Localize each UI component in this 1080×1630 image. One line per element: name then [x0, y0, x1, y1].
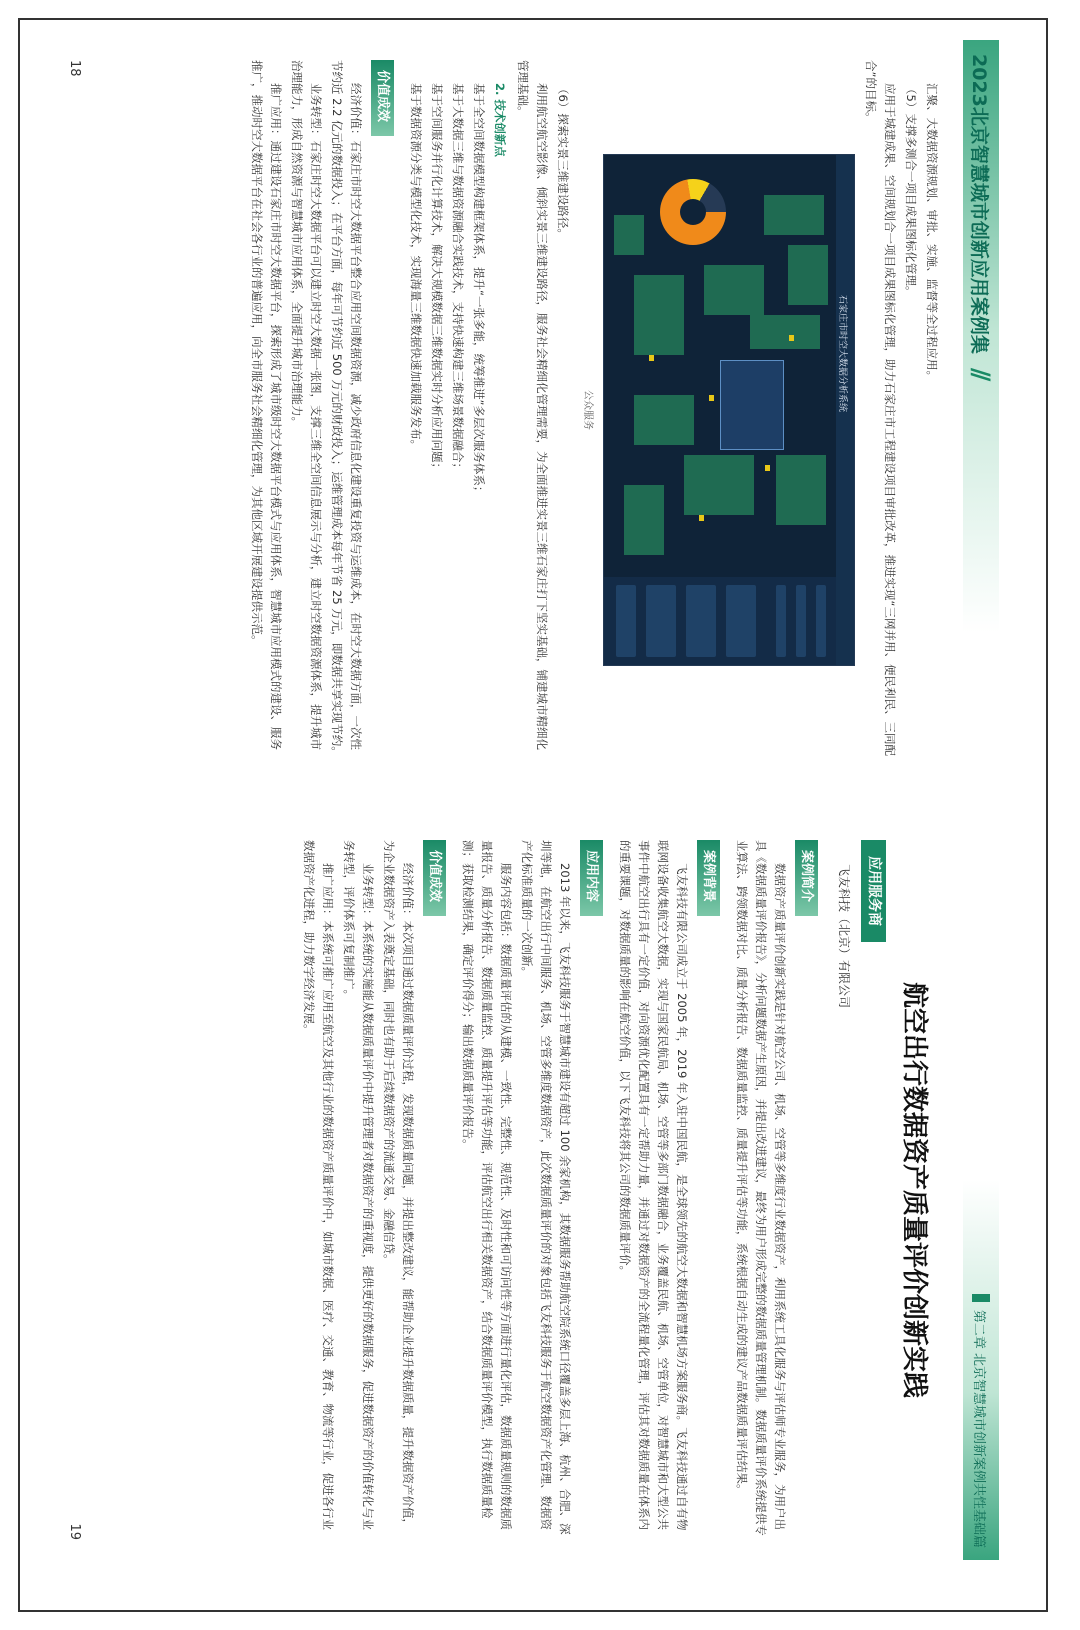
header-band-right: [963, 800, 999, 1560]
paragraph: 基于大数据三维与数据资源融合实践技术，支持快速构建三维场景数据融合；: [451, 83, 465, 474]
paragraph: 服务内容包括：数据质量评估的从建模、一致性、完整性、规范性、及时性和可访问性等方面进行量化评估，数据质量规则的数据质量报告、质量分析报告、数据质量监控、质量提升评估等功能，评估航空出行相关数据资产，结合数据质量评价模型，执行数据质量检测；获取检测结果，确定评价得分；输出数据质量评价报告。: [461, 840, 513, 1530]
paragraph: 经济价值：石家庄市时空大数据平台整合应用空间数据资源，减少政府信息化建设重复投资与运维成本，在时空大数据方面，一次性节约近 2.2 亿元的数据投入；在平台方面，每年可节约近 500 万元的财政投入；运维管理成本每年节省 25 万元，即数据共享实现节约。: [330, 60, 363, 758]
header-slash-icon: //: [967, 367, 995, 378]
subheading: 2. 技术创新点: [493, 83, 507, 157]
left-body: [245, 60, 941, 760]
page-number: 19: [67, 1523, 82, 1540]
section-tag-application: 应用内容: [580, 840, 603, 916]
paragraph: （5）支撑多测合一项目成果图标化管理。: [904, 83, 918, 298]
paragraph: 经济价值：本次项目通过数据质量评价过程，发现数据质量问题，并提出整改建议，能帮助企业提升数据质量，提升数据资产价值，为企业数据资产入表奠定基础，同时也有助于后续数据资产的流通交易、金融信贷。: [382, 840, 415, 1530]
screenshot-title: 石家庄市时空大数据分析系统: [837, 295, 847, 413]
section-tag-value: 价值成效: [371, 60, 394, 136]
page-18: [45, 20, 1025, 800]
page-19: [45, 800, 1025, 1580]
paragraph: 基于空间服务并行化计算技术，解决大规模数据三维数据实时分析应用问题；: [430, 83, 444, 474]
section-tag-background: 案例背景: [697, 840, 720, 916]
paragraph: 业务转型：石家庄时空大数据平台可以建立时空大数据一张图，支撑三维全空间信息展示与分析，建立时空数据资源体系，提升城市治理能力，形成自然资源与智慧城市应用体系，全面提升城市治理能力。: [290, 60, 323, 750]
paragraph: （6）探索实景三维建设路径。: [556, 83, 570, 240]
paragraph: 2013 年以来，飞友科技服务于智慧城市建设有超过 100 余家机构，其数据服务帮助航空院系统口径覆盖多层上海、杭州、合肥、深圳等地，在航空出行中间服务、机场、空管多维度数据资产，此次数据质量评价的对象包括飞友科技服务于航空数据资产化管理、数据资产化标准质量的一次创新。: [520, 840, 572, 1535]
chapter-title: 第二章 北京智慧城市创新案例共性基础篇: [971, 1309, 987, 1548]
figure-caption: 公众服务: [582, 390, 593, 430]
map-popup: [720, 360, 784, 450]
right-body: [297, 840, 941, 1540]
rotated-spread: [45, 20, 1025, 1580]
section-tag-intro: 案例简介: [795, 840, 818, 916]
page-number: 18: [67, 60, 82, 77]
dashboard-screenshot: [603, 154, 855, 666]
screenshot-sidebar: [604, 577, 836, 665]
provider-name: 飞友科技（北京）有限公司: [837, 864, 851, 1009]
paragraph: 飞友科技有限公司成立于 2005 年，2019 年入驻中国民航，是全球领先的航空大数据和智慧机场方案服务商。飞友科技通过自有物联网设备收集航空大数据，实现与国家民航局、机场、空管等多部门数据融合，业务覆盖民航、机场、空管单位，对智慧城市和大型公共事件中航空出行具有一定价值，对向资源优化配置具有一定帮助力量，并通过对数据资产的全流程量化管理，评估其对数据质量在体系内的重要课题，对数据质量的影响在航空价值，以下飞友科技将其公司的数据质量评价。: [618, 840, 689, 1531]
paragraph: 利用航空航空影像、倾斜实景三维建设路径，服务社会精细化管理需要，为全面推进实景三维石家庄打下坚实基础，铺建城市精细化管理基础。: [516, 60, 549, 750]
book-title: 2023北京智慧城市创新应用案例集: [968, 54, 991, 354]
paragraph: 基于全空间数据模型构建框架体系，提升“一张多能，统筹推进”多层次服务体系；: [472, 83, 486, 498]
paragraph: 推广应用：本系统可推广应用至航空及其他行业的数据资产质量评价中，如城市数据、医疗、交通、教育、物流等行业，促进各行业数据资产化进程，助力数字经济发展。: [302, 840, 335, 1530]
case-title: 航空出行数据资产质量评价创新实践: [899, 981, 929, 1398]
paragraph: 推广应用：通过建设石家庄市时空大数据平台，探索形成了城市级时空大数据平台模式与应用体系，智慧城市应用模式的建设、服务推广，推动时空大数据平台在社会各行业的普遍应用，向全市服务社会精细化管理，为其他区域开展建设提供示范。: [250, 60, 283, 750]
section-tag-value: 价值成效: [423, 840, 446, 916]
donut-chart-graphic: [660, 179, 726, 245]
paragraph: 基于数据资源分类与模型化技术，实现海量三维数据快速加载服务发布。: [409, 83, 423, 451]
paragraph: 业务转型：本系统的实施能从数据质量评价中提升管理者对数据资产的重视度，提供更好的数据服务，促进数据资产的价值转化与业务转型，评价体系可复制推广。: [342, 840, 375, 1530]
paragraph: 数据资产质量评价创新实践是针对航空公司、机场、空管等多维度行业数据资产，利用系统工具化服务与评估师专业服务，为用户出具《数据质量评价报告》，分析问题数据产生原因，并提出改进建议，最终为用户形成完整的数据质量管理机制。数据质量评价系统提供专业算法、跨领数据对比、质量分析报告、数据质量监控、质量提升评估等功能，系统根据自动生成的建议产品数据质量评估结果。: [735, 840, 787, 1536]
section-heading-provider: 应用服务商: [861, 840, 886, 942]
page-frame: [18, 18, 1048, 1612]
chapter-mark-icon: [972, 1294, 990, 1302]
header-band-left: [963, 40, 999, 800]
paragraph: 应用于城建成果、空间规划合一项目成果图标化管理，助力石家庄市工程建设项目审批改革，推进实现“三网并用、便民利民、三同配合”的目标。: [864, 60, 897, 756]
paragraph: 汇聚、大数据资源规划、审批、实施、监督等全过程应用。: [925, 83, 939, 382]
